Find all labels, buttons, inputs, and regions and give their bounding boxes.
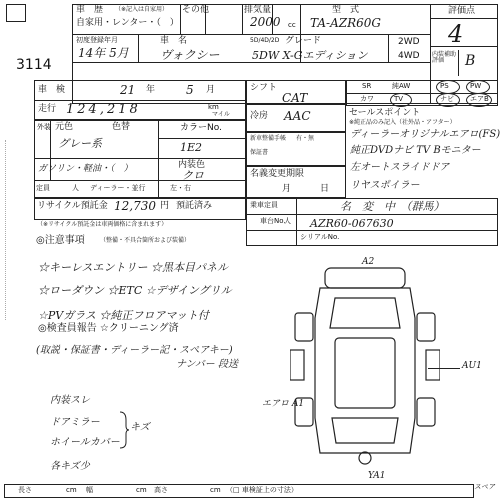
- displacement-unit: cc: [288, 21, 296, 29]
- model-value: TA-AZR60G: [310, 16, 381, 30]
- capacity-unit: 人: [72, 184, 79, 192]
- note-line-1: ☆キーレスエントリー ☆黒本目パネル: [38, 261, 228, 274]
- serial-label: シリアルNo.: [300, 233, 340, 241]
- grade-value: 5DW X-Gエディション: [252, 49, 368, 62]
- ac-value: AAC: [284, 109, 311, 123]
- score-label: 評価点: [448, 6, 476, 16]
- note-line-2: ☆ローダウン ☆ETC ☆デザイングリル: [38, 284, 232, 297]
- opt-ps: PS: [440, 82, 449, 90]
- recycle-label: リサイクル預託金: [37, 201, 108, 211]
- color-no-value: 1E2: [180, 141, 203, 154]
- opt-airbag: エアB: [470, 95, 489, 103]
- warranty-label: 新車整備手帳: [250, 135, 287, 142]
- inspector-line-7: 各キズ少: [50, 461, 90, 472]
- sales-points-label: セールスポイント: [349, 108, 421, 118]
- inspection-month-unit: 月: [206, 85, 216, 95]
- recycle-status: 預託済み: [176, 201, 213, 211]
- inspection-year-unit: 年: [146, 85, 156, 95]
- model-label: 型 式: [332, 5, 360, 15]
- footer-width-unit: cm: [136, 486, 147, 494]
- opt-aw: 純AW: [392, 82, 411, 90]
- note-line-3: ☆PVガラス ☆純正フロアマット付: [38, 309, 209, 322]
- inspection-month: 5: [186, 83, 194, 97]
- name-change-month: 月: [282, 184, 292, 194]
- car-history-note: （※記入は自家用）: [115, 6, 169, 13]
- interior-score-value: B: [465, 53, 476, 69]
- first-reg-label: 初度登録年月: [76, 36, 118, 44]
- diag-label-a2: A2: [362, 257, 375, 267]
- notes-title-note: （整備・不具合箇所および装備）: [100, 237, 191, 244]
- opt-navi: ナビ: [440, 95, 454, 103]
- diag-label-aero: エアロ A1: [262, 399, 305, 409]
- first-reg-value: 14年 5月: [78, 46, 129, 60]
- plate-label: 車台No.: [260, 217, 286, 225]
- inspection-label: 車 検: [38, 85, 66, 95]
- opt-tv: TV: [394, 95, 404, 103]
- interior-color-value: クロ: [182, 169, 204, 182]
- diag-label-ya1: YA1: [368, 471, 386, 481]
- footer-width-label: 幅: [86, 486, 93, 494]
- grade-label: グレード: [285, 36, 322, 46]
- inspector-line-6: キズ: [130, 422, 150, 433]
- note-line-4: ◎検査員報告 ☆クリーニング済: [38, 323, 179, 334]
- shift-value: CAT: [282, 91, 308, 105]
- diag-label-au1: AU1: [462, 361, 482, 371]
- drive-2wd: 2WD: [398, 37, 420, 47]
- footer-note: （□ 車検証上の寸法）: [226, 486, 298, 494]
- sales-point-4: リヤスポイラー: [350, 180, 420, 191]
- owner-title-label: 乗車定員: [250, 201, 278, 209]
- inspector-line-2: ナンバー 段送: [176, 359, 238, 370]
- side-margin-text: [5, 140, 12, 320]
- inspection-year: 21: [120, 83, 136, 97]
- car-name-value: ヴォクシー: [160, 48, 220, 62]
- score-value: 4: [448, 20, 464, 48]
- serial-value: AZR60-067630: [310, 217, 394, 230]
- exterior-value: グレー系: [58, 137, 102, 150]
- recycle-unit: 円: [160, 201, 170, 211]
- usage: 自家用・レンター・（ ）: [76, 18, 179, 28]
- door-label: 5D/4D/2D: [250, 37, 280, 44]
- sales-point-1: ディーラーオリジナルエアロ(FS): [350, 129, 500, 140]
- interior-color-label: 内装色: [178, 160, 206, 170]
- corner-box: [6, 4, 26, 22]
- inspector-line-4: ドアミラー: [50, 417, 100, 428]
- exterior-label: 外装: [37, 123, 51, 131]
- drive-4wd: 4WD: [398, 51, 420, 61]
- lot-number: 3114: [16, 57, 52, 73]
- handle-side: 左・右: [170, 184, 191, 192]
- brace-mark: [118, 410, 130, 450]
- diag-label-spare: スペア: [474, 483, 495, 491]
- car-history-label: 車 歴: [76, 5, 104, 15]
- inspector-line-3: 内装スレ: [50, 395, 90, 406]
- capacity-label: 定員: [36, 184, 50, 192]
- footer-length-label: 長さ: [18, 486, 32, 494]
- inspector-line-1: (取説・保証書・ディーラー記・スペアキー): [36, 345, 233, 356]
- footer-length-unit: cm: [66, 486, 77, 494]
- opt-pw: PW: [470, 82, 482, 90]
- displacement-value: 2000: [250, 15, 281, 29]
- mileage-unit: km: [208, 103, 219, 111]
- car-name-label: 車 名: [160, 36, 188, 46]
- mileage-label: 走行: [38, 104, 57, 114]
- owner-capacity-unit: 人: [284, 217, 291, 225]
- warranty-status: 有・無: [296, 135, 315, 142]
- mileage-value: 124,218: [66, 102, 141, 117]
- fuel-value: ガソリン・軽油・（ ）: [38, 164, 133, 174]
- footer-height-unit: cm: [210, 486, 221, 494]
- other-label: その他: [182, 5, 210, 15]
- inspector-line-5: ホイールカバー: [50, 437, 120, 448]
- name-change-day: 日: [320, 184, 330, 194]
- recycle-value: 12,730: [114, 199, 156, 213]
- ac-label: 冷房: [250, 111, 269, 121]
- color-change-label: 色替: [112, 122, 131, 132]
- displacement-label: 排気量: [244, 5, 272, 15]
- opt-sr: SR: [362, 82, 372, 90]
- sales-points-note: ※純正品のみ記入（社外品・アフター）: [349, 119, 456, 126]
- warranty-doc: 保証書: [250, 149, 269, 156]
- color-no-label: カラーNo.: [180, 123, 222, 133]
- car-diagram: [290, 258, 440, 473]
- shift-label: シフト: [250, 83, 278, 93]
- recycle-note: （※リサイクル預託金は車両価格に含まれます）: [37, 221, 168, 228]
- handle-value: ディーラー・並行: [90, 184, 146, 192]
- footer-height-label: 高さ: [154, 486, 168, 494]
- sales-point-3: 左オートスライドドア: [350, 162, 450, 173]
- sales-point-2: 純正DVDナビ TV Bモニター: [350, 145, 481, 156]
- plate-value: 名 変 中 （群馬）: [340, 200, 445, 213]
- notes-title: ◎注意事項: [36, 235, 85, 246]
- name-change-label: 名義変更期限: [250, 169, 305, 179]
- interior-score-label: 内装補助評価: [432, 51, 457, 64]
- mileage-alt-unit: マイル: [212, 111, 230, 118]
- original-color-label: 元色: [55, 122, 74, 132]
- opt-leather: カワ: [360, 95, 374, 103]
